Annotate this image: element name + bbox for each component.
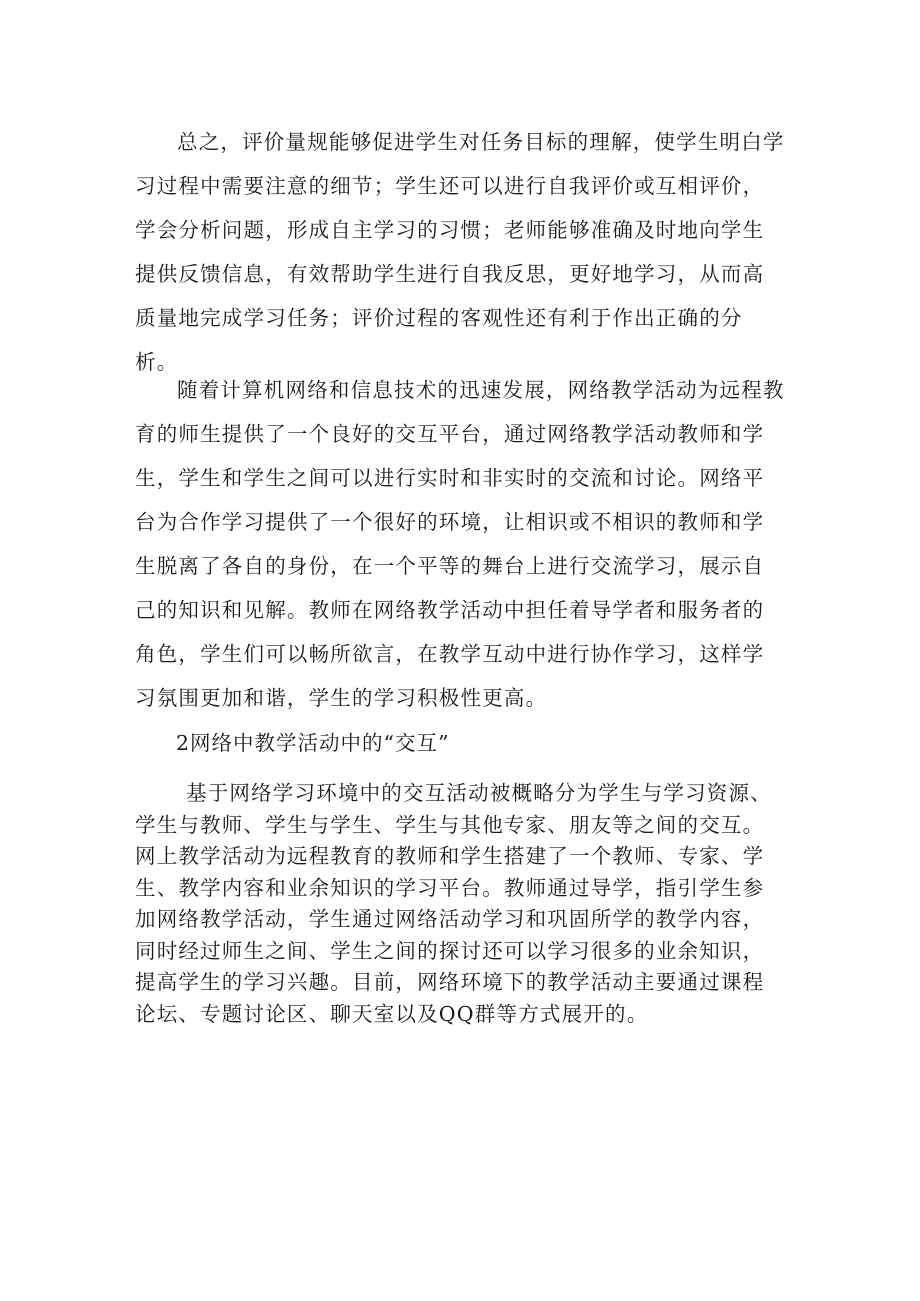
paragraph-evaluation-summary: 总之，评价量规能够促进学生对任务目标的理解，使学生明白学习过程中需要注意的细节；学生还可以进行自我评价或互相评价，学会分析问题，形成自主学习的习惯；老师能够准确及时地向学生提供反馈信息，有效帮助学生进行自我反思，更好地学习，从而高质量地完成学习任务；评价过程的客观性还有利于作出正确的分析。 [135,130,785,374]
section-heading: 2网络中教学活动中的“交互” [176,731,450,755]
paragraph-network-teaching: 随着计算机网络和信息技术的迅速发展，网络教学活动为远程教育的师生提供了一个良好的交互平台，通过网络教学活动教师和学生，学生和学生之间可以进行实时和非实时的交流和讨论。网络平台为合作学习提供了一个很好的环境，让相识或不相识的教师和学生脱离了各自的身份，在一个平等的舞台上进行交流学习，展示自己的知识和见解。教师在网络教学活动中担任着导学者和服务者的角色，学生们可以畅所欲言，在教学互动中进行协作学习，这样学习氛围更加和谐，学生的学习积极性更高。 [135,378,785,710]
paragraph-interaction: 基于网络学习环境中的交互活动被概略分为学生与学习资源、学生与教师、学生与学生、学生与其他专家、朋友等之间的交互。网上教学活动为远程教育的教师和学生搭建了一个教师、专家、学生、教学内容和业余知识的学习平台。教师通过导学，指引学生参加网络教学活动，学生通过网络活动学习和巩固所学的教学内容，同时经过师生之间、学生之间的探讨还可以学习很多的业余知识，提高学生的学习兴趣。目前，网络环境下的教学活动主要通过课程论坛、专题讨论区、聊天室以及QQ群等方式展开的。 [135,781,772,1026]
